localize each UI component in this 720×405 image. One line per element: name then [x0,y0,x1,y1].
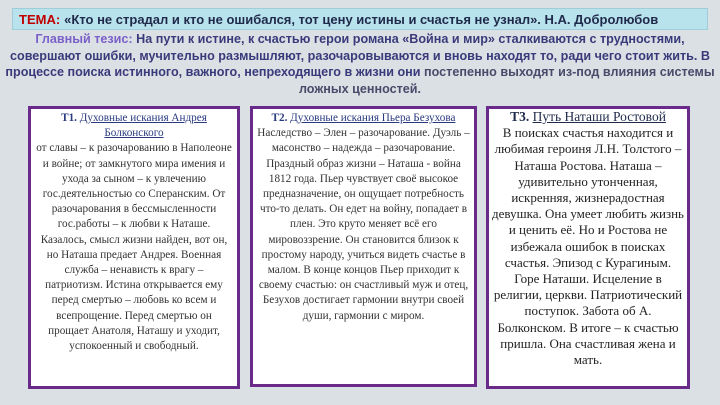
box-body-text: Наследство – Элен – разочарование. Дуэль – масонство – надежда – разочарование. Праздный образ жизни – Наташа - война 1812 года. Пьер чувствует своё высокое предназначение, он ощущает потребность что-то делать. Он едет на войну, попадает в плен. Это круто меняет всё его мировоззрение. Он становится близок к простому народу, учиться видеть счастье в малом. В конце концов Пьер приходит к своему счастью: он счастливый муж и отец, Безухов достигает гармонии внутри своей души, гармонии с миром. [257,127,470,322]
box-title [257,111,470,126]
box-body-text: от славы – к разочарованию в Наполеоне и войне; от замкнутого мира имения и ухода за сыном – к увлечению гос.деятельностью со Сперанским. От разочарования в бессмысленности гос.работы – к любви к Наташе. Казалось, смысл жизни найден, вот он, но Наташа предает Андрея. Военная служба – ненависть к врагу – патриотизм. Истина открывается ему перед смертью – любовь ко всем и всепрощение. Перед смертью он прощает Анатоля, Наташу и уходит, успокоенный и свободный. [36,142,232,353]
box-code: Т3. [510,109,530,124]
box-code: Т2. [271,112,288,124]
box-heading: Путь Наташи Ростовой [532,109,666,124]
thesis-text: На пути к истине, к счастью герои романа «Война и мир» сталкиваются с трудностями, совершают ошибки, мучительно размышляют, разочаровываются и вновь находят то, ради чего стоит жить. В процессе поиска истинного, важного, непреходящего в жизни они [5,32,710,79]
box-title [491,109,685,125]
topic-title-bar [12,8,708,30]
pierre-bezukhov-box [250,106,477,387]
topic-label: ТЕМА: [19,11,61,27]
box-heading: Духовные искания Пьера Безухова [290,112,456,124]
thesis-last-line: постепенно выходят из-под влияния системы ложных ценностей. [298,65,715,96]
box-code: Т1. [61,112,77,124]
box-heading: Духовные искания Андрея Болконского [79,112,207,140]
box-title [35,111,233,141]
main-thesis [4,31,716,97]
andrey-bolkonsky-box [28,106,240,389]
box-body-text: В поисках счастья находится и любимая героиня Л.Н. Толстого – Наташа Ростова. Наташа – удивительно утонченная, искренняя, жизнерадостная девушка. Она умеет любить жизнь и ценить её. Но и Ростова не избежала ошибок в поисках счастья. Эпизод с Курагиным. Горе Наташи. Исцеление в религии, церкви. Патриотический поступок. Забота об А. Болконском. В итоге – к счастью пришла. Она счастливая жена и мать. [492,125,684,368]
topic-quote: «Кто не страдал и кто не ошибался, тот цену истины и счастья не узнал». Н.А. Добролюбов [64,11,659,27]
thesis-label: Главный тезис: [35,32,133,46]
natasha-rostova-box [486,106,690,389]
